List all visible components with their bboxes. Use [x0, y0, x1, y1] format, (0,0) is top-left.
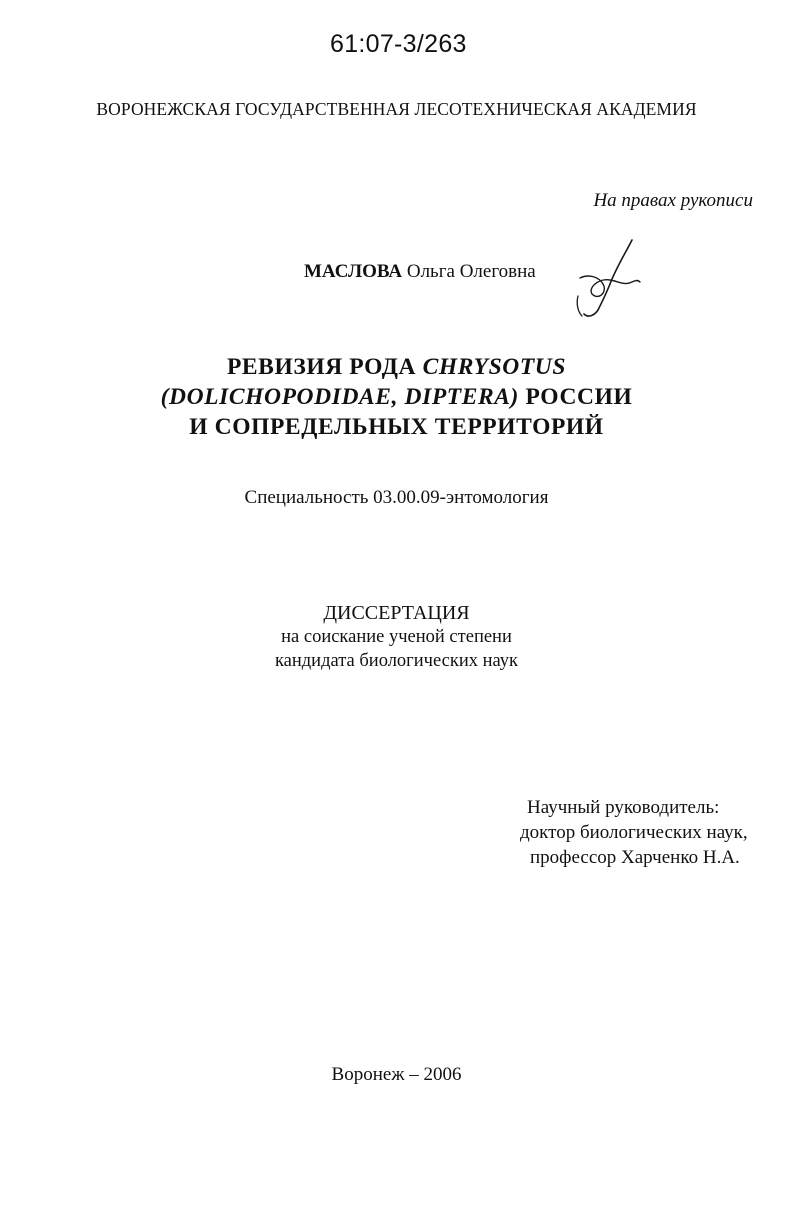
title-line-3: И СОПРЕДЕЛЬНЫХ ТЕРРИТОРИЙ — [189, 414, 604, 440]
city-year: Воронеж – 2006 — [331, 1064, 462, 1085]
catalog-number: 61:07-3/263 — [330, 30, 467, 58]
dissertation-title — [0, 352, 793, 442]
dissertation-block — [0, 601, 793, 673]
author-surname: МАСЛОВА — [304, 261, 403, 282]
degree-line-1: на соискание ученой степени — [281, 627, 512, 647]
family-order-name: (DOLICHOPODIDAE, DIPTERA) — [160, 384, 519, 410]
title-line-1: РЕВИЗИЯ РОДА CHRYSOTUS — [226, 354, 567, 380]
genus-name: CHRYSOTUS — [422, 354, 567, 380]
institution-name: ВОРОНЕЖСКАЯ ГОСУДАРСТВЕННАЯ ЛЕСОТЕХНИЧЕСКАЯ АКАДЕМИЯ — [96, 99, 697, 119]
advisor-degree: доктор биологических наук, — [520, 822, 748, 843]
title-line-2: (DOLICHOPODIDAE, DIPTERA) РОССИИ — [160, 384, 633, 410]
degree-line-2: кандидата биологических наук — [274, 651, 519, 671]
advisor-block — [520, 795, 748, 870]
signature-icon — [566, 236, 646, 320]
advisor-name: профессор Харченко Н.А. — [530, 847, 740, 868]
advisor-label: Научный руководитель: — [527, 797, 720, 818]
dissertation-heading: ДИССЕРТАЦИЯ — [323, 602, 470, 624]
author-given-names: Ольга Олеговна — [406, 261, 536, 282]
manuscript-note: На правах рукописи — [593, 190, 753, 211]
author-name — [304, 261, 536, 283]
specialty: Специальность 03.00.09-энтомология — [244, 487, 549, 508]
